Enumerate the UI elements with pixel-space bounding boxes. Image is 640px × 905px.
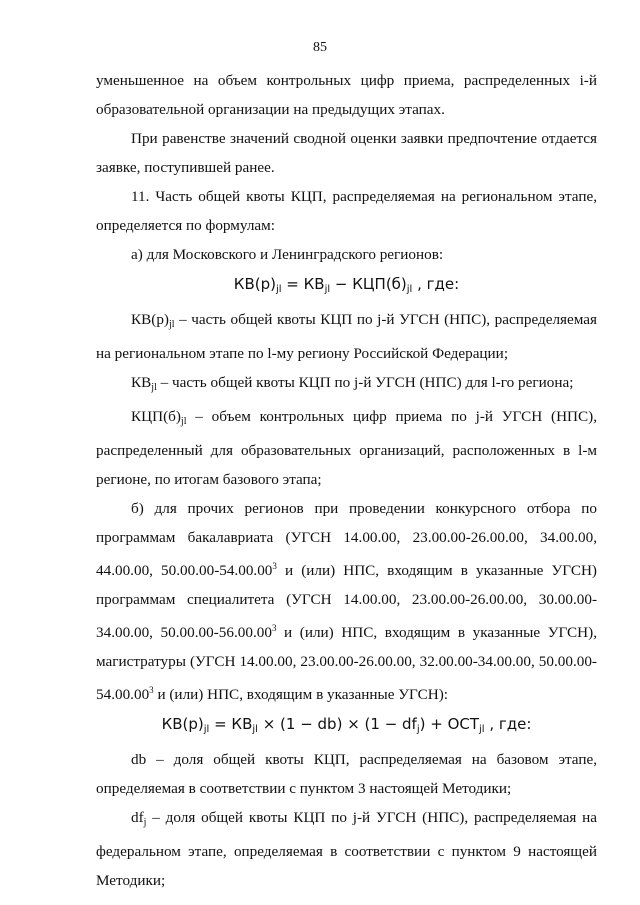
footnote-mark: 3 (149, 685, 154, 695)
definition-df: $df_j$ – доля общей квоты КЦП по j-й УГСН (НПС), распределяемая на федеральном этапе, определяемая в соответствии с пунктом 9 настоящей Методики; (96, 809, 597, 889)
document-body (96, 66, 597, 895)
definition-kcp-b: $КЦП(б)_{jl}$ – объем контрольных цифр приема по j-й УГСН (НПС), распределенный для образовательных организаций, расположенных в l-м регионе, по итогам базового этапа; (96, 408, 597, 488)
footnote-mark: 3 (271, 623, 277, 633)
page-number: 85 (313, 40, 327, 55)
footnote-mark: 3 (272, 561, 277, 571)
definition-db: db – доля общей квоты КЦП, распределяемая на базовом этапе, определяемая в соответствии с пунктом 3 настоящей Методики; (96, 751, 597, 797)
formula-other-regions: $КВ(р)_{jl} = КВ_{jl} \times (1 - db) \times (1 - df_j) + ОСТ_{jl}$ , где: (161, 715, 532, 735)
paragraph-case-a: а) для Московского и Ленинградского регионов: (131, 246, 444, 263)
paragraph-case-b: б) для прочих регионов при проведении конкурсного отбора по программам бакалавриата (УГСН 14.00.00, 23.00.00-26.00.00, 34.00.00, 44.00.00, 50.00.00-54.00.00$^3$ и (или) НПС, входящим в указанные УГСН) программам специалитета (УГСН 14.00.00, 23.00.00-26.00.00, 30.00.00-34.00.00, 50.00.00-56.00.00$^3$ и (или) НПС, входящим в указанные УГСН), магистратуры (УГСН 14.00.00, 23.00.00-26.00.00, 32.00.00-34.00.00, 50.00.00-54.00.00$^3$ и (или) НПС, входящим в указанные УГСН): (96, 500, 597, 703)
paragraph-continuation: уменьшенное на объем контрольных цифр приема, распределенных i-й образовательной организации на предыдущих этапах. (96, 72, 597, 118)
paragraph-tie-rule: При равенстве значений сводной оценки заявки предпочтение отдается заявке, поступившей ранее. (96, 130, 597, 176)
paragraph-item-11: 11. Часть общей квоты КЦП, распределяемая на региональном этапе, определяется по формулам: (96, 188, 597, 234)
definition-kv: $КВ_{jl}$ – часть общей квоты КЦП по j-й УГСН (НПС) для l-го региона; (131, 374, 574, 393)
formula-moscow-leningrad: $КВ(р)_{jl} = КВ_{jl} - КЦП(б)_{jl}$ , где: (233, 275, 460, 295)
definition-kv-r: $КВ(р)_{jl}$ – часть общей квоты КЦП по j-й УГСН (НПС), распределяемая на региональном этапе по l-му региону Российской Федерации; (96, 311, 597, 362)
